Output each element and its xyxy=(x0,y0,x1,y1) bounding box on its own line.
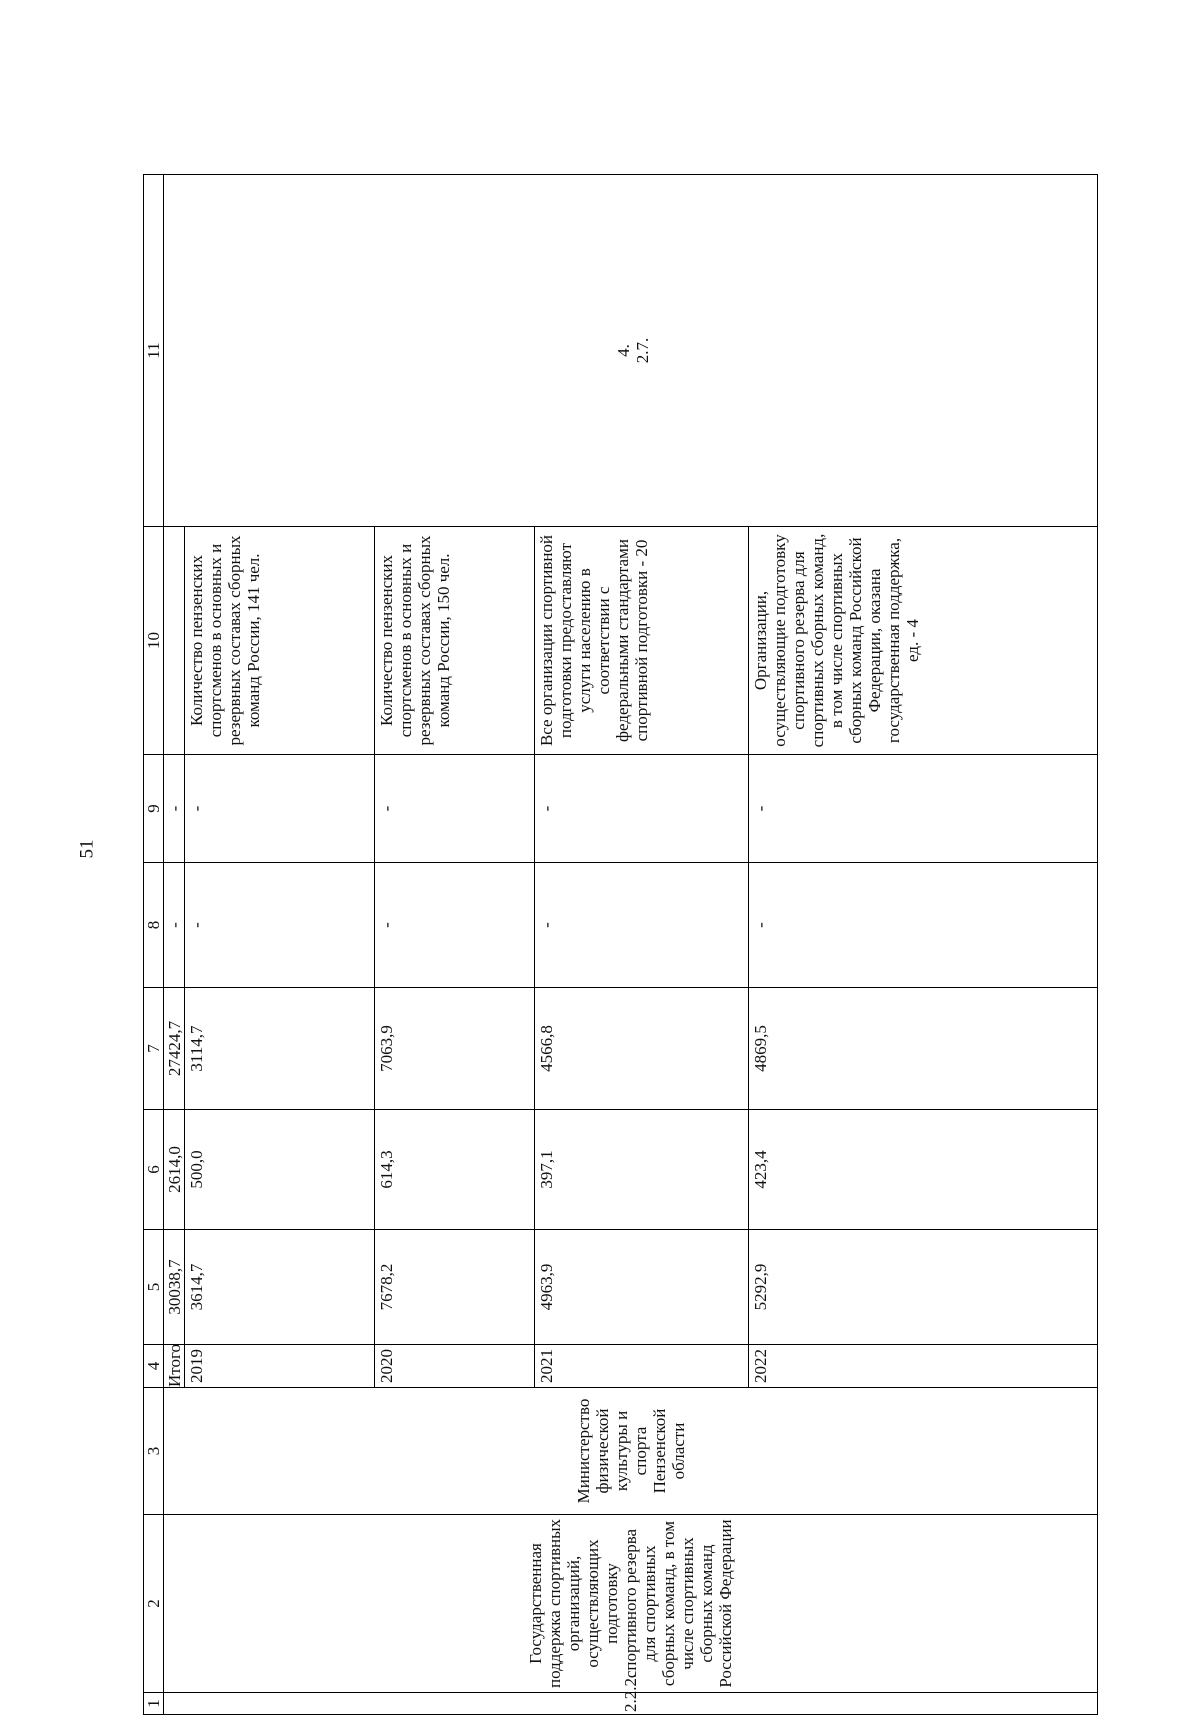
total-cell: 2614,0 xyxy=(164,1110,185,1230)
result-cell xyxy=(164,527,185,755)
value-cell: 397,1 xyxy=(535,1110,749,1230)
link-cell: 4. 2.7. xyxy=(164,175,1098,527)
header-cell: 7 xyxy=(144,988,164,1110)
total-cell: - xyxy=(164,755,185,863)
value-cell: - xyxy=(185,755,375,863)
measure-name: Государственная поддержка спортивных организаций, осуществляющих подготовку спортивного резерва для спортивных сборных команд, в том числе спортивных сборных команд Российской Федерации xyxy=(164,1515,1098,1693)
value-cell: 3114,7 xyxy=(185,988,375,1110)
program-table xyxy=(143,174,1098,1715)
value-cell: 4869,5 xyxy=(749,988,1098,1110)
rotated-table-container xyxy=(143,175,1098,1715)
total-row xyxy=(164,175,185,1715)
value-cell: - xyxy=(535,755,749,863)
header-cell: 2 xyxy=(144,1515,164,1693)
value-cell: - xyxy=(185,863,375,988)
year-cell: 2022 xyxy=(749,1345,1098,1388)
year-cell: 2020 xyxy=(375,1345,535,1388)
result-cell: Количество пензенских спортсменов в основных и резервных составах сборных команд России, 141 чел. xyxy=(185,527,375,755)
total-cell: - xyxy=(164,863,185,988)
year-cell: 2019 xyxy=(185,1345,375,1388)
value-cell: 3614,7 xyxy=(185,1230,375,1345)
value-cell: 7063,9 xyxy=(375,988,535,1110)
value-cell: - xyxy=(749,755,1098,863)
value-cell: - xyxy=(375,755,535,863)
value-cell: - xyxy=(535,863,749,988)
row-number: 2.2.2. xyxy=(164,1693,1098,1715)
header-cell: 6 xyxy=(144,1110,164,1230)
result-cell: Все организации спортивной подготовки предоставляют услуги населению в соответствии с федеральными стандартами спортивной подготовки - 20 xyxy=(535,527,749,755)
value-cell: - xyxy=(375,863,535,988)
value-cell: 423,4 xyxy=(749,1110,1098,1230)
header-cell: 8 xyxy=(144,863,164,988)
result-cell: Организации, осуществляющие подготовку спортивного резерва для спортивных сборных команд, в том числе спортивных сборных команд Российской Федерации, оказана государственная поддержка, ед. - 4 xyxy=(749,527,1098,755)
year-cell: 2021 xyxy=(535,1345,749,1388)
header-cell: 9 xyxy=(144,755,164,863)
header-cell: 5 xyxy=(144,1230,164,1345)
value-cell: 4566,8 xyxy=(535,988,749,1110)
header-row xyxy=(144,175,164,1715)
value-cell: 4963,9 xyxy=(535,1230,749,1345)
page-number: 51 xyxy=(76,839,98,859)
header-cell: 1 xyxy=(144,1693,164,1715)
value-cell: - xyxy=(749,863,1098,988)
value-cell: 5292,9 xyxy=(749,1230,1098,1345)
total-cell: 27424,7 xyxy=(164,988,185,1110)
header-cell: 3 xyxy=(144,1388,164,1515)
header-cell: 10 xyxy=(144,527,164,755)
result-cell: Количество пензенских спортсменов в основных и резервных составах сборных команд России, 150 чел. xyxy=(375,527,535,755)
value-cell: 7678,2 xyxy=(375,1230,535,1345)
total-cell: 30038,7 xyxy=(164,1230,185,1345)
header-cell: 4 xyxy=(144,1345,164,1388)
header-cell: 11 xyxy=(144,175,164,527)
value-cell: 614,3 xyxy=(375,1110,535,1230)
value-cell: 500,0 xyxy=(185,1110,375,1230)
year-cell: Итого xyxy=(164,1343,184,1387)
executor: Министерство физической культуры и спорта Пензенской области xyxy=(164,1388,1098,1515)
